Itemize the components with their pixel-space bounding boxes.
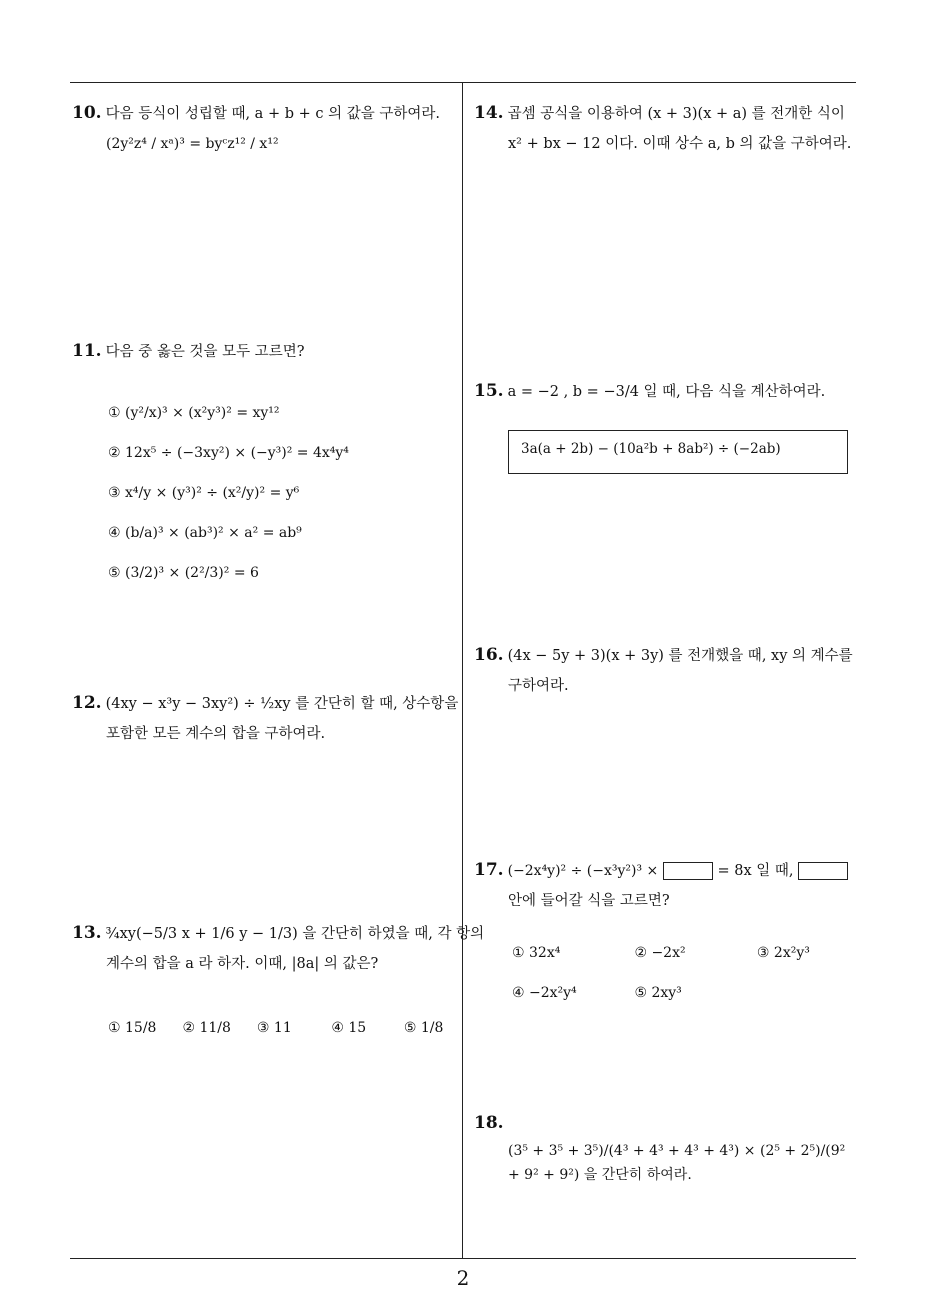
answer-blank-box [663,862,713,880]
problem-14 [474,98,859,159]
problem-text-line-1: ¾xy(−5/3 x + 1/6 y − 1/3) 을 간단히 하였을 때, 각 항의 [105,926,485,942]
page-number: 2 [456,1266,470,1290]
column-divider [462,83,463,1259]
problem-text-line-2: x² + bx − 12 이다. 이때 상수 a, b 의 값을 구하여라. [508,136,852,152]
choice-2: ② 12x⁵ ÷ (−3xy²) × (−y³)² = 4x⁴y⁴ [108,445,349,461]
expression-box [508,430,848,474]
problem-text-line-2: 구하여라. [508,678,569,694]
problem-number: 15. [474,381,504,401]
choice-1: ① (y²/x)³ × (x²y³)² = xy¹² [108,405,280,421]
problem-number: 17. [474,860,504,880]
problem-text-line-1: (4x − 5y + 3)(x + 3y) 를 전개했을 때, xy 의 계수를 [507,648,853,664]
problem-12 [72,688,457,749]
choice-4: ④ 15 [331,1020,367,1036]
choice-1: ① 15/8 [108,1020,157,1036]
choice-3: ③ 11 [256,1020,292,1036]
equation: (2y²z⁴ / xᵃ)³ = byᶜz¹² / x¹² [106,136,279,152]
problem-number: 16. [474,645,504,665]
problem-13 [72,918,485,1043]
problem-text-part-b: = 8x 일 때, [717,863,794,879]
problem-11 [72,336,452,593]
problem-text: 다음 중 옳은 것을 모두 고르면? [105,344,305,360]
choice-2: ② −2x² [634,945,686,961]
problem-16 [474,640,859,701]
top-rule [70,82,856,83]
problem-text-line-2: 안에 들어갈 식을 고르면? [508,893,670,909]
choice-1: ① 32x⁴ [512,945,561,961]
answer-blank-box [798,862,848,880]
problem-number: 10. [72,103,102,123]
problem-number: 11. [72,341,102,361]
problem-text-line-1: 곱셈 공식을 이용하여 (x + 3)(x + a) 를 전개한 식이 [507,106,845,122]
expression-text: 3a(a + 2b) − (10a²b + 8ab²) ÷ (−2ab) [521,441,781,457]
problem-text-line-1: (4xy − x³y − 3xy²) ÷ ½xy 를 간단히 할 때, 상수항을 [105,696,459,712]
problem-15 [474,376,859,407]
problem-text: a = −2 , b = −3/4 일 때, 다음 식을 계산하여라. [507,384,826,400]
problem-text-line-2: 계수의 합을 a 라 하자. 이때, |8a| 의 값은? [106,956,379,972]
problem-number: 14. [474,103,504,123]
choice-4: ④ (b/a)³ × (ab³)² × a² = ab⁹ [108,525,302,541]
bottom-rule [70,1258,856,1259]
choice-4: ④ −2x²y⁴ [512,985,577,1001]
problem-number: 13. [72,923,102,943]
problem-text: 다음 등식이 성립할 때, a + b + c 의 값을 구하여라. [105,106,440,122]
problem-text-part-a: (−2x⁴y)² ÷ (−x³y²)³ × [507,863,659,879]
problem-number: 12. [72,693,102,713]
problem-text-line-2: 포함한 모든 계수의 합을 구하여라. [106,726,326,742]
problem-17 [474,855,859,1008]
choice-5: ⑤ 1/8 [403,1020,444,1036]
problem-text: (3⁵ + 3⁵ + 3⁵)/(4³ + 4³ + 4³ + 4³) × (2⁵ + 2⁵)/(9² + 9² + 9²) 을 간단히 하여라. [508,1143,846,1183]
choice-5: ⑤ (3/2)³ × (2²/3)² = 6 [108,565,259,581]
problem-10 [72,98,452,159]
choice-3: ③ x⁴/y × (y³)² ÷ (x²/y)² = y⁶ [108,485,300,501]
problem-number: 18. [474,1113,504,1133]
choice-5: ⑤ 2xy³ [634,985,682,1001]
choice-2: ② 11/8 [182,1020,231,1036]
choice-3: ③ 2x²y³ [756,945,810,961]
problem-18 [474,1108,859,1187]
